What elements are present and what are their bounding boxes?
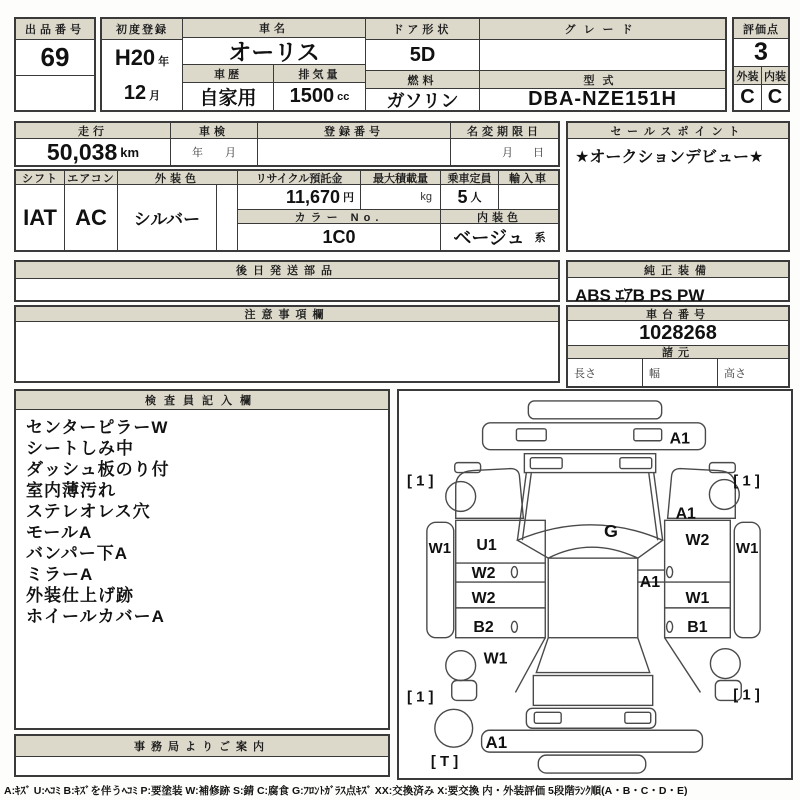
shift-col xyxy=(16,171,64,250)
exterior-color-label: 外装色 xyxy=(118,171,237,185)
mileage-value xyxy=(16,139,170,165)
inspector-notes-box xyxy=(14,389,390,730)
first-registration-label: 初度登録 xyxy=(102,19,182,40)
interior-value: C xyxy=(761,85,788,110)
car-history-col xyxy=(183,64,273,110)
first-reg-month-unit: 月 xyxy=(149,89,161,102)
auction-no-value: 69 xyxy=(16,40,94,76)
max-load-label: 最大積載量 xyxy=(360,171,440,185)
door-fuel-col xyxy=(365,19,479,110)
right-hinge-1 xyxy=(667,567,673,578)
registration-no-value xyxy=(258,139,450,165)
code-right-front-fender-upper: A1 xyxy=(675,505,696,523)
rear-lower-strip xyxy=(482,730,703,752)
a-pillar-right-2 xyxy=(649,473,658,541)
exterior-label: 外装 xyxy=(734,67,761,85)
code-right-front-door: W2 xyxy=(685,532,710,550)
color-no-value: 1C0 xyxy=(322,226,356,247)
ext-int-values xyxy=(734,85,788,110)
name-change-label: 名変期限日 xyxy=(451,123,558,139)
code-right-sill: W1 xyxy=(736,540,759,558)
code-left-front-fender: U1 xyxy=(476,537,497,555)
import-label: 輸入車 xyxy=(498,171,558,185)
tire-rear-left: [ 1 ] xyxy=(406,688,434,706)
code-front-bumper: A1 xyxy=(669,430,690,448)
genuine-equipment-box xyxy=(566,260,790,305)
left-rear-flap xyxy=(452,681,477,701)
code-left-rear-door: W2 xyxy=(471,589,496,607)
inspection-value xyxy=(171,139,257,165)
specs-row xyxy=(568,359,788,386)
shift-value: IAT xyxy=(23,204,57,230)
interior-color-label: 内装色 xyxy=(440,209,558,224)
exterior-value: C xyxy=(740,86,755,108)
name-change-month-unit: 月 xyxy=(502,147,513,159)
exterior-color-sub xyxy=(216,185,237,250)
code-left-rear-fender: W1 xyxy=(483,650,508,668)
aircon-col xyxy=(64,171,117,250)
right-hinge-2 xyxy=(667,621,673,632)
taillight-left xyxy=(534,712,561,723)
car-history-value: 自家用 xyxy=(199,88,257,109)
auction-no-label: 出品番号 xyxy=(16,19,94,40)
first-registration-col xyxy=(102,19,182,110)
headlight-left xyxy=(530,458,562,469)
door-shape-value: 5D xyxy=(409,43,436,66)
mileage-label: 走行 xyxy=(16,123,170,139)
displacement-number: 1500 xyxy=(289,85,335,107)
grade-label: グレード xyxy=(480,19,725,40)
code-right-rocker: A1 xyxy=(639,573,661,591)
damage-diagram-box xyxy=(397,389,793,780)
note-item: シートしみ中 xyxy=(26,439,134,458)
front-top-strip xyxy=(528,401,661,419)
sales-point-label: セールスポイント xyxy=(568,123,788,139)
chassis-label: 車台番号 xyxy=(568,307,788,321)
name-change-day-unit: 日 xyxy=(533,147,544,159)
code-left-front-door: W2 xyxy=(471,565,496,583)
spec-height-label: 高さ xyxy=(717,359,788,386)
car-name-value: オーリス xyxy=(228,39,320,64)
sales-point-value: ★オークションデビュー★ xyxy=(575,149,764,166)
note-item: 外装仕上げ跡 xyxy=(26,586,134,605)
spare-tire-mark: [ T ] xyxy=(430,753,459,771)
first-registration-month xyxy=(124,82,160,105)
inspector-notes-label: 検査員記入欄 xyxy=(16,391,388,410)
left-hinge-2 xyxy=(511,621,517,632)
recycle-deposit-label: リサイクル預託金 xyxy=(238,171,360,185)
exterior-color-col xyxy=(117,171,237,250)
note-item: ダッシュ板のり付 xyxy=(26,460,170,479)
first-registration-year xyxy=(115,45,169,71)
rear-left-wheel xyxy=(446,651,476,681)
damage-code-legend: A:ｷｽﾞ U:ﾍｺﾐ B:ｷｽﾞを伴うﾍｺﾐ P:要塗装 W:補修跡 S:錆 C:腐食 G:ﾌﾛﾝﾄｶﾞﾗｽ点ｷｽﾞ XX:交換済み X:要交換 内・外装評価 5段階ﾗﾝｸ順(A・B・C・D・E) xyxy=(4,785,688,797)
inspection-label: 車検 xyxy=(171,123,257,139)
deposit-group-col xyxy=(237,171,558,250)
recycle-deposit-unit: 円 xyxy=(343,192,354,204)
trunk-panel xyxy=(533,676,652,706)
code-right-rear-door: W1 xyxy=(685,589,710,607)
name-change-col xyxy=(450,123,558,165)
rear-window xyxy=(536,638,649,673)
max-load-unit: kg xyxy=(420,191,432,203)
left-hinge-1 xyxy=(511,567,517,578)
model-code-value: DBA-NZE151H xyxy=(528,89,677,110)
left-panel-block xyxy=(456,520,546,637)
recycle-deposit-number: 11,670 xyxy=(285,186,340,207)
mileage-unit: km xyxy=(120,144,140,160)
first-reg-year-unit: 年 xyxy=(158,56,170,69)
car-name-label: 車名 xyxy=(183,19,365,38)
capacity-label: 乗車定員 xyxy=(440,171,498,185)
first-reg-month-value: 12 xyxy=(123,81,147,104)
later-parts-box xyxy=(14,260,560,302)
mileage-row-table xyxy=(14,121,560,167)
a-pillar-right xyxy=(654,473,663,541)
rear-right-wheel xyxy=(710,649,740,679)
car-name-col xyxy=(182,19,365,110)
score-box xyxy=(732,17,790,112)
spec-width-label: 幅 xyxy=(642,359,717,386)
front-bumper-insert-right xyxy=(634,429,662,441)
name-change-value xyxy=(451,139,558,165)
windshield xyxy=(517,525,662,558)
taillight-right xyxy=(625,712,651,723)
later-parts-label: 後日発送部品 xyxy=(16,262,558,279)
first-registration-values xyxy=(102,40,182,110)
import-value xyxy=(498,185,558,209)
shift-label: シフト xyxy=(16,171,64,185)
a-pillar-left-2 xyxy=(522,473,531,541)
roof-panel xyxy=(548,558,638,638)
recycle-deposit-value xyxy=(238,185,360,209)
max-load-value xyxy=(360,185,440,209)
color-no-label: カラー No. xyxy=(238,209,440,224)
code-right-quarter: B1 xyxy=(687,618,708,636)
rear-bumper xyxy=(526,708,655,728)
vehicle-header-table xyxy=(100,17,727,112)
capacity-unit: 人 xyxy=(470,192,482,204)
hood-panel xyxy=(524,454,655,473)
spare-tire xyxy=(435,709,473,747)
caution-label: 注意事項欄 xyxy=(16,307,558,322)
office-info-label: 事務局よりご案内 xyxy=(16,736,388,757)
interior-color-value xyxy=(440,224,558,250)
fuel-value: ガソリン xyxy=(386,90,459,110)
grade-model-col xyxy=(479,19,725,110)
inspector-notes-list xyxy=(16,410,388,627)
note-item: ミラーA xyxy=(26,565,94,584)
sales-point-box xyxy=(566,121,790,252)
first-reg-year-value: H20 xyxy=(114,45,156,71)
displacement-value xyxy=(274,83,365,110)
fuel-label: 燃料 xyxy=(366,70,479,89)
specs-label: 諸元 xyxy=(568,346,788,359)
score-label: 評価点 xyxy=(734,19,788,39)
capacity-value xyxy=(440,185,498,209)
left-quarter-line xyxy=(515,638,545,693)
a-pillar-left xyxy=(517,473,526,541)
interior-label: 内装 xyxy=(761,67,788,85)
aircon-value: AC xyxy=(75,204,107,230)
displacement-label: 排気量 xyxy=(274,64,365,83)
front-bumper-insert-left xyxy=(516,429,546,441)
code-windshield: G xyxy=(603,521,618,542)
chassis-box xyxy=(566,305,790,388)
mileage-col xyxy=(16,123,170,165)
displacement-col xyxy=(273,64,365,110)
note-item: バンパー下A xyxy=(26,544,129,563)
tire-front-left: [ 1 ] xyxy=(406,472,434,490)
interior-color-name: ベージュ xyxy=(453,228,525,248)
ext-int-labels xyxy=(734,67,788,85)
aircon-label: エアコン xyxy=(65,171,117,185)
rear-bottom-strip xyxy=(538,755,645,773)
note-item: ホイールカバーA xyxy=(26,607,165,626)
grade-value xyxy=(480,40,725,70)
caution-box xyxy=(14,305,560,383)
inspection-month-unit: 月 xyxy=(225,147,236,159)
registration-no-col xyxy=(257,123,450,165)
genuine-equipment-value: ABS ｴｱB PS PW xyxy=(575,286,705,305)
exterior-color-value: シルバー xyxy=(133,210,201,229)
car-diagram xyxy=(399,391,791,778)
code-left-sill: W1 xyxy=(428,540,451,558)
auction-no-empty xyxy=(16,76,94,110)
inspection-col xyxy=(170,123,257,165)
note-item: ステレオレス穴 xyxy=(26,502,151,521)
tire-front-right: [ 1 ] xyxy=(733,472,760,490)
tire-rear-right: [ 1 ] xyxy=(733,686,760,704)
history-displacement-row xyxy=(183,64,365,110)
auction-no-box xyxy=(14,17,96,112)
chassis-value: 1028268 xyxy=(568,321,788,346)
displacement-unit: cc xyxy=(337,90,350,103)
office-info-box xyxy=(14,734,390,777)
registration-no-label: 登録番号 xyxy=(258,123,450,139)
inspection-year-unit: 年 xyxy=(192,147,203,159)
note-item: センターピラーW xyxy=(26,418,169,437)
genuine-equipment-label: 純正装備 xyxy=(568,262,788,278)
capacity-number: 5 xyxy=(457,186,468,207)
car-history-label: 車歴 xyxy=(183,64,273,83)
spec-length-label: 長さ xyxy=(574,367,596,380)
interior-color-suffix: 系 xyxy=(534,232,546,244)
front-left-wheel xyxy=(446,482,476,512)
model-code-label: 型式 xyxy=(480,70,725,89)
door-shape-label: ドア形状 xyxy=(366,19,479,40)
score-value: 3 xyxy=(734,39,788,67)
right-quarter-line xyxy=(665,638,701,693)
headlight-right xyxy=(620,458,652,469)
mileage-number: 50,038 xyxy=(46,139,118,165)
note-item: 室内薄汚れ xyxy=(26,481,116,500)
code-left-quarter: B2 xyxy=(473,618,494,636)
note-item: モールA xyxy=(26,523,93,542)
equipment-row-table xyxy=(14,169,560,252)
code-rear-strip: A1 xyxy=(485,733,508,753)
